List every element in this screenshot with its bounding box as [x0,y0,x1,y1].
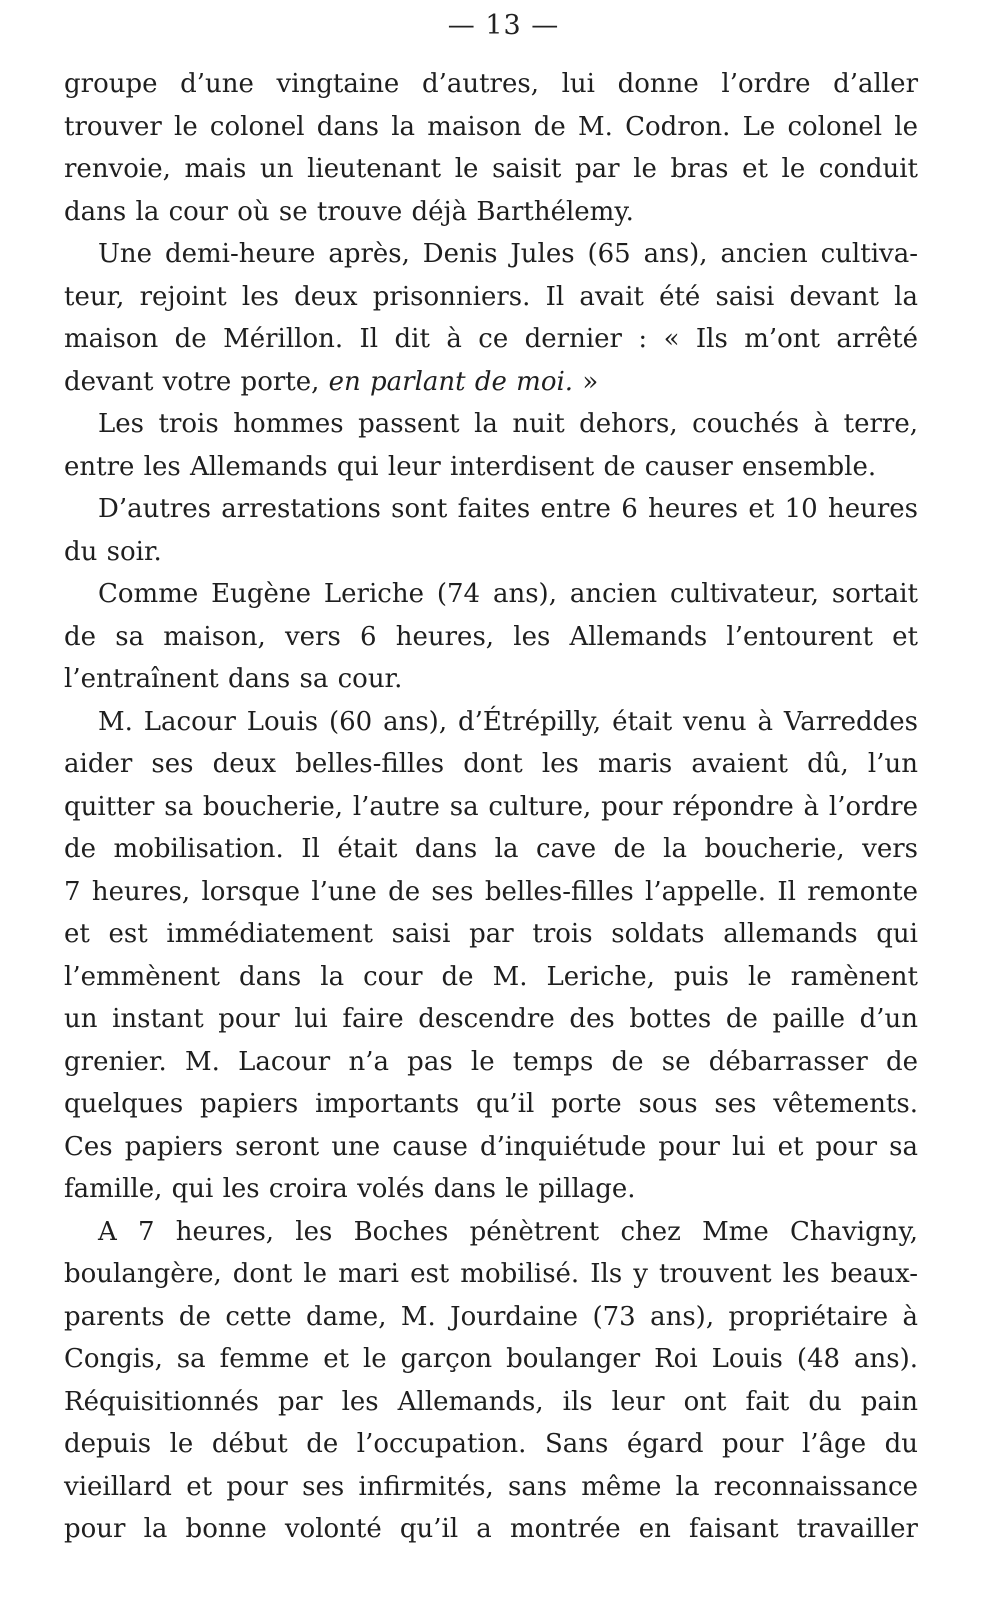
text-line-content: Réquisitionnés par les Allemands, ils leur ont fait du pain [64,1386,918,1417]
text-line [64,361,918,404]
text-line [64,658,918,701]
text-line-content: A 7 heures, les Boches pénètrent chez Mme Chavigny, [98,1216,918,1247]
text-line-content: Congis, sa femme et le garçon boulanger Roi Louis (48 ans). [64,1344,918,1374]
text-line [64,531,918,574]
text-line-content: et est immédiatement saisi par trois soldats allemands qui [64,919,918,949]
text-line-content: vieillard et pour ses infirmités, sans même la reconnaissance [64,1471,918,1502]
text-line-content: de mobilisation. Il était dans la cave de la boucherie, vers [64,834,918,864]
text-line-content: Une demi-heure après, Denis Jules (65 ans), ancien cultiva- [98,239,918,269]
text-line-content: entre les Allemands qui leur interdisent de causer ensemble. [64,451,877,482]
text-line [64,1041,918,1084]
text-line-content: M. Lacour Louis (60 ans), d’Étrépilly, était venu à Varreddes [98,706,918,737]
text-line-content: parents de cette dame, M. Jourdaine (73 ans), propriétaire à [64,1301,918,1332]
italic-phrase: en parlant de moi. [328,366,574,397]
text-line [64,1423,918,1466]
text-line-content: trouver le colonel dans la maison de M. Codron. Le colonel le [64,111,918,142]
text-line [64,106,918,149]
text-line [64,276,918,319]
text-line [64,956,918,999]
closing-quote: » [573,366,599,397]
text-line-content: l’entraînent dans sa cour. [64,664,403,694]
text-line [64,1253,918,1296]
text-line [64,1296,918,1339]
text-line [64,1168,918,1211]
text-line-content: de sa maison, vers 6 heures, les Allemands l’entourent et [64,621,918,652]
text-line-content: un instant pour lui faire descendre des bottes de paille d’un [64,1004,918,1034]
text-line-content: Ces papiers seront une cause d’inquiétude pour lui et pour sa [64,1131,918,1162]
text-line-content: depuis le début de l’occupation. Sans égard pour l’âge du [64,1429,918,1459]
text-line-content: quelques papiers importants qu’il porte sous ses vêtements. [64,1089,918,1119]
text-line-content: l’emmènent dans la cour de M. Leriche, puis le ramènent [64,961,918,992]
text-line [64,233,918,276]
page-number: — 13 — [447,10,560,41]
text-line [64,488,918,531]
text-line-content: devant votre porte, [64,366,329,397]
text-line-content: Les trois hommes passent la nuit dehors, couchés à terre, [98,409,918,439]
text-line-content: dans la cour où se trouve déjà Barthélemy. [64,196,634,227]
text-line [64,1508,918,1551]
text-line [64,616,918,659]
text-line-content: famille, qui les croira volés dans le pillage. [64,1174,636,1204]
text-line-content: pour la bonne volonté qu’il a montrée en faisant travailler [64,1514,918,1544]
text-line-content: maison de Mérillon. Il dit à ce dernier : « Ils m’ont arrêté [64,324,918,354]
text-line-content: Comme Eugène Leriche (74 ans), ancien cultivateur, sortait [98,579,918,609]
text-line [64,1338,918,1381]
text-line [64,828,918,871]
text-line [64,1466,918,1509]
text-line [64,871,918,914]
text-line-content: groupe d’une vingtaine d’autres, lui donne l’ordre d’aller [64,69,918,99]
text-line [64,191,918,234]
text-line [64,446,918,489]
text-line-content: renvoie, mais un lieutenant le saisit par le bras et le conduit [64,154,918,184]
body-text [64,63,918,1551]
text-line [64,701,918,744]
text-line-content: D’autres arrestations sont faites entre 6 heures et 10 heures [98,494,918,524]
text-line [64,786,918,829]
text-line [64,1211,918,1254]
text-line-content: teur, rejoint les deux prisonniers. Il avait été saisi devant la [64,281,918,312]
text-line [64,1083,918,1126]
text-line-content: aider ses deux belles-filles dont les maris avaient dû, l’un [64,749,918,779]
text-line-content: quitter sa boucherie, l’autre sa culture, pour répondre à l’ordre [64,791,918,822]
text-line [64,318,918,361]
text-line-content: grenier. M. Lacour n’a pas le temps de se débarrasser de [64,1046,918,1077]
text-line [64,743,918,786]
text-line [64,913,918,956]
text-line-content: boulangère, dont le mari est mobilisé. Ils y trouvent les beaux- [64,1259,918,1289]
text-line [64,573,918,616]
text-line-content: 7 heures, lorsque l’une de ses belles-filles l’appelle. Il remonte [64,876,918,907]
text-line [64,1126,918,1169]
text-line [64,1381,918,1424]
text-line [64,63,918,106]
text-line [64,403,918,446]
text-line [64,148,918,191]
text-line [64,998,918,1041]
text-line-content: du soir. [64,536,162,567]
